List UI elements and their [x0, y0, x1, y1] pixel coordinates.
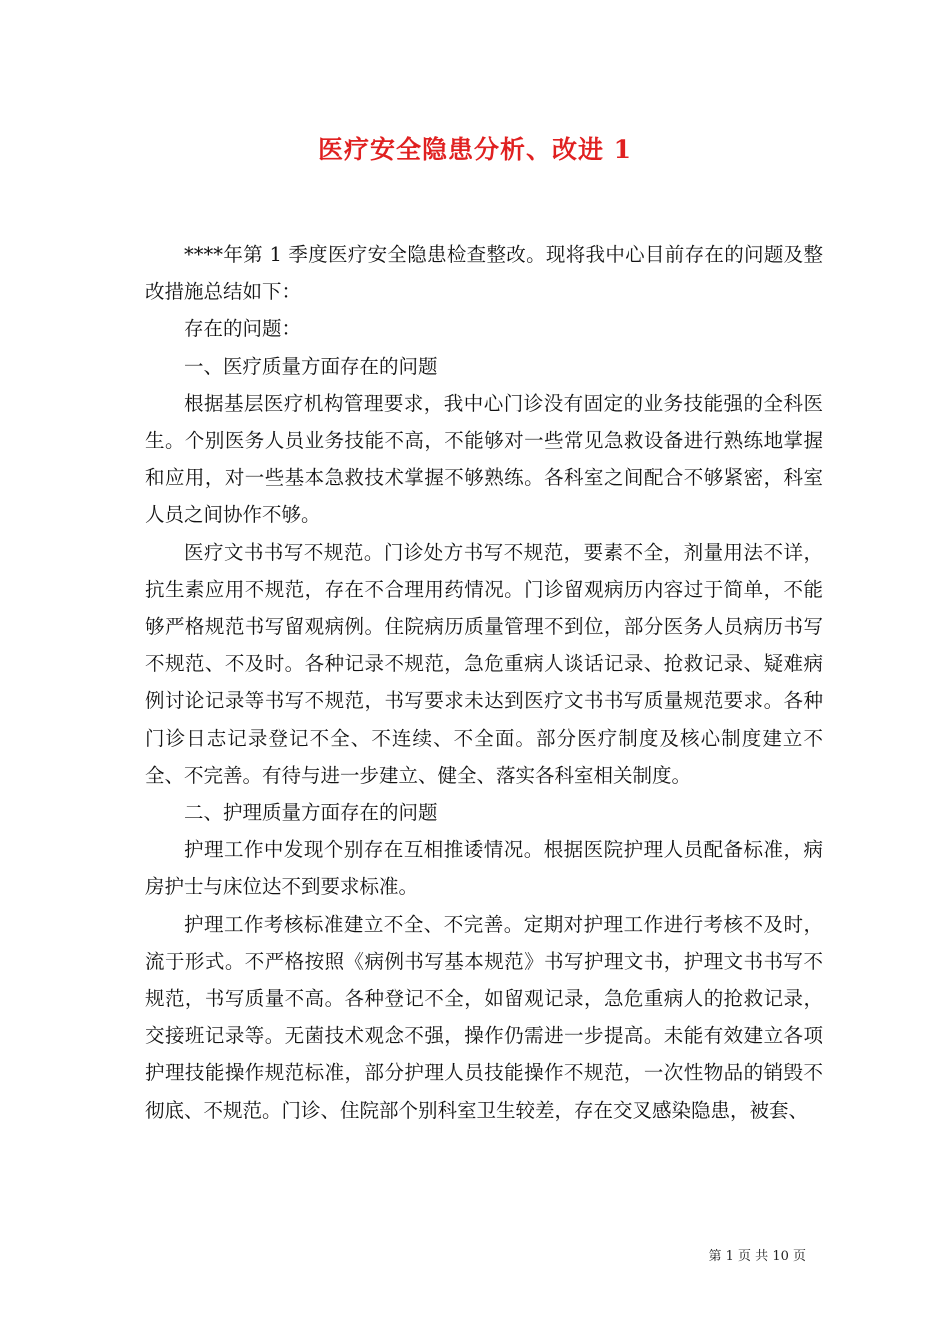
- paragraph-medical-documents: 医疗文书书写不规范。门诊处方书写不规范，要素不全，剂量用法不详，抗生素应用不规范，存在不合理用药情况。门诊留观病历内容过于简单，不能够严格规范书写留观病例。住院病历质量管理不到位，部分医务人员病历书写不规范、不及时。各种记录不规范，急危重病人谈话记录、抢救记录、疑难病例讨论记录等书写不规范，书写要求未达到医疗文书书写质量规范要求。各种门诊日志记录登记不全、不连续、不全面。部分医疗制度及核心制度建立不全、不完善。有待与进一步建立、健全、落实各科室相关制度。: [145, 540, 823, 787]
- paragraph-nursing-assessment: 护理工作考核标准建立不全、不完善。定期对护理工作进行考核不及时，流于形式。不严格按照《病例书写基本规范》书写护理文书，护理文书书写不规范，书写质量不高。各种登记不全，如留观记录，急危重病人的抢救记录，交接班记录等。无菌技术观念不强，操作仍需进一步提高。未能有效建立各项护理技能操作规范标准，部分护理人员技能操作不规范，一次性物品的销毁不彻底、不规范。门诊、住院部个别科室卫生较差，存在交叉感染隐患，被套、: [145, 912, 823, 1122]
- document-title: 医疗安全隐患分析、改进 1: [317, 135, 633, 164]
- page-number: 第 1 页 共 10 页: [708, 1249, 806, 1264]
- paragraph-nursing-staffing: 护理工作中发现个别存在互相推诿情况。根据医院护理人员配备标准，病房护士与床位达不到要求标准。: [145, 838, 823, 899]
- heading-nursing-quality: 二、护理质量方面存在的问题: [184, 801, 438, 825]
- paragraph-medical-staff: 根据基层医疗机构管理要求，我中心门诊没有固定的业务技能强的全科医生。个别医务人员业务技能不高，不能够对一些常见急救设备进行熟练地掌握和应用，对一些基本急救技术掌握不够熟练。各科室之间配合不够紧密，科室人员之间协作不够。: [145, 391, 823, 527]
- heading-medical-quality: 一、医疗质量方面存在的问题: [184, 354, 438, 378]
- intro-paragraph: ****年第 1 季度医疗安全隐患检查整改。现将我中心目前存在的问题及整改措施总结如下：: [145, 243, 823, 304]
- section-label-problems: 存在的问题：: [184, 317, 302, 341]
- document-body: [145, 236, 823, 1129]
